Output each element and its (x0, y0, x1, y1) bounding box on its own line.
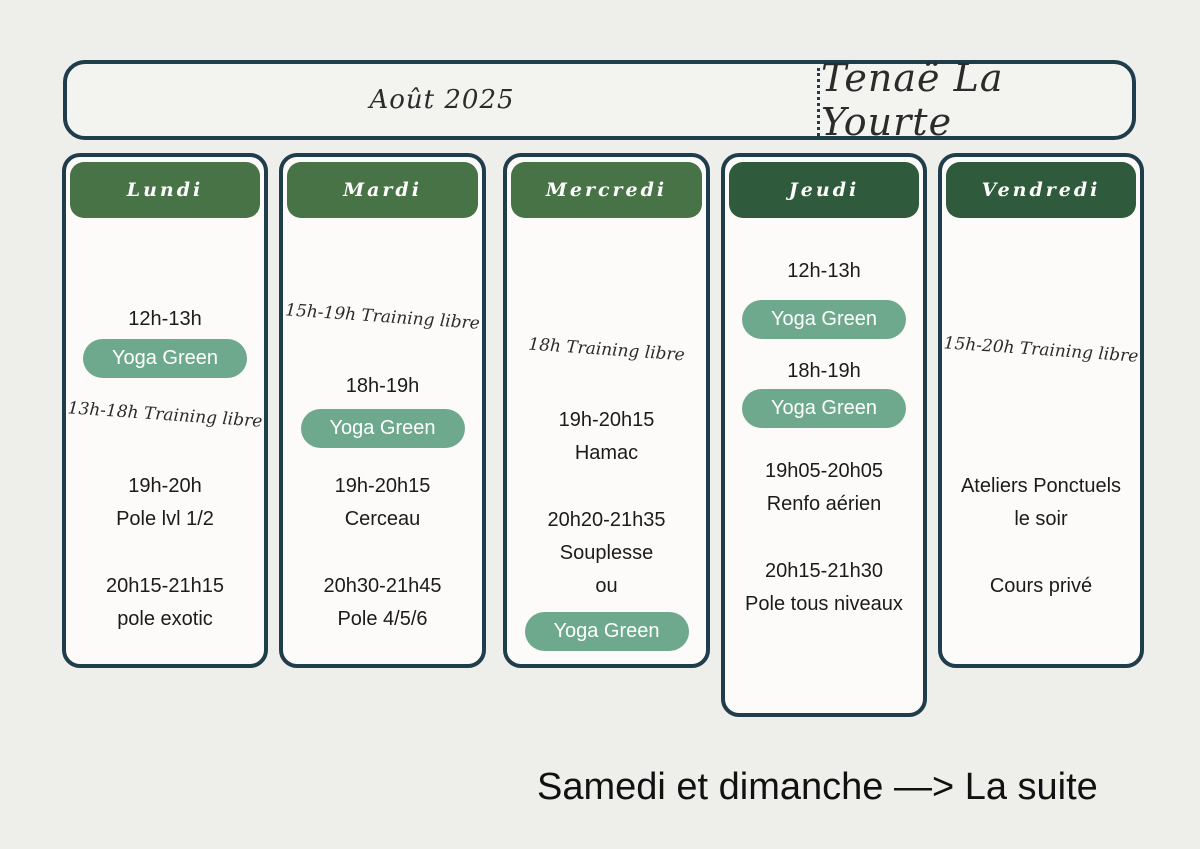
jeudi-slot4-class: Pole tous niveaux (745, 593, 903, 615)
day-header-lundi: Lundi (70, 162, 260, 218)
lundi-slot3-class: pole exotic (117, 608, 213, 630)
lundi-free-training: 13h-18h Training libre (67, 398, 263, 432)
lundi-slot3-time: 20h15-21h15 (106, 575, 224, 597)
vendredi-free-training: 15h-20h Training libre (943, 333, 1139, 367)
day-header-jeudi: Jeudi (729, 162, 919, 218)
day-header-mercredi: Mercredi (511, 162, 702, 218)
lundi-slot2-time: 19h-20h (128, 475, 202, 497)
vendredi-line1: Ateliers Ponctuels (960, 475, 1122, 497)
day-header-vendredi: Vendredi (946, 162, 1136, 218)
mardi-slot2-time: 19h-20h15 (334, 475, 431, 497)
mercredi-slot1-time: 19h-20h15 (558, 409, 655, 431)
header-bar (63, 56, 1136, 144)
mardi-free-training: 15h-19h Training libre (284, 300, 481, 334)
month-title: Août 2025 (369, 85, 515, 115)
mardi-slot3-class: Pole 4/5/6 (337, 608, 428, 630)
weekend-note: Samedi et dimanche —> La suite (537, 766, 1098, 808)
day-column-lundi (62, 153, 268, 668)
lundi-slot2-class: Pole lvl 1/2 (116, 508, 214, 530)
studio-name: Tenaë La Yourte (821, 56, 1004, 144)
header-divider (817, 68, 820, 136)
day-column-vendredi (938, 153, 1144, 668)
jeudi-slot3-class: Renfo aérien (766, 493, 882, 515)
jeudi-slot3-time: 19h05-20h05 (765, 460, 883, 482)
jeudi-slot4-time: 20h15-21h30 (765, 560, 883, 582)
mercredi-slot2-or: ou (595, 575, 618, 597)
day-column-jeudi (721, 153, 927, 717)
vendredi-line2: le soir (1014, 508, 1068, 530)
mercredi-yoga-pill: Yoga Green (525, 612, 689, 651)
jeudi-yoga-pill-2: Yoga Green (742, 389, 906, 428)
day-column-mardi (279, 153, 486, 668)
day-column-mercredi (503, 153, 710, 668)
mardi-slot3-time: 20h30-21h45 (323, 575, 442, 597)
mardi-slot2-class: Cerceau (344, 508, 421, 530)
jeudi-yoga-pill-1: Yoga Green (742, 300, 906, 339)
mardi-slot1-time: 18h-19h (345, 375, 420, 397)
mercredi-slot2-class: Souplesse (559, 542, 654, 564)
lundi-slot1-time: 12h-13h (128, 308, 202, 330)
mardi-yoga-pill: Yoga Green (301, 409, 465, 448)
mercredi-slot2-time: 20h20-21h35 (547, 509, 666, 531)
mercredi-slot1-class: Hamac (574, 442, 639, 464)
jeudi-slot2-time: 18h-19h (787, 360, 861, 382)
vendredi-line3: Cours privé (989, 575, 1093, 597)
day-header-mardi: Mardi (287, 162, 478, 218)
jeudi-slot1-time: 12h-13h (787, 260, 861, 282)
lundi-yoga-pill: Yoga Green (83, 339, 247, 378)
mercredi-free-training: 18h Training libre (527, 334, 686, 366)
